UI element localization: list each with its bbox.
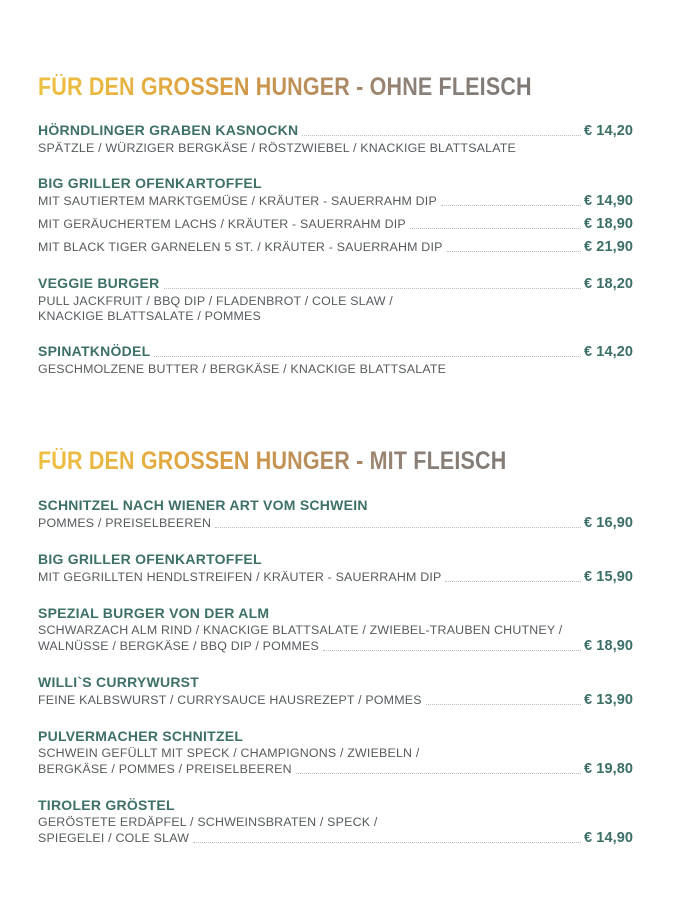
menu-item-desc-row: [38, 638, 650, 654]
section-heading: FÜR DEN GROSSEN HUNGER - OHNE FLEISCH: [38, 74, 564, 100]
dotted-leader: [441, 204, 581, 206]
item-title: WILLI`S CURRYWURST: [38, 673, 200, 690]
menu-item: [38, 343, 650, 376]
dotted-leader: [302, 134, 581, 136]
item-title: PULVERMACHER SCHNITZEL: [38, 727, 244, 744]
item-description: SCHWARZACH ALM RIND / KNACKIGE BLATTSALATE / ZWIEBEL-TRAUBEN CHUTNEY /: [38, 622, 563, 637]
item-title: SPINATKNÖDEL: [38, 343, 151, 360]
item-price: € 13,90: [584, 691, 634, 708]
menu-item-desc-row: [38, 761, 650, 777]
section-heading: FÜR DEN GROSSEN HUNGER - MIT FLEISCH: [38, 448, 564, 474]
item-description: SPÄTZLE / WÜRZIGER BERGKÄSE / RÖSTZWIEBEL / KNACKIGE BLATTSALATE: [38, 141, 516, 156]
item-price: € 14,90: [584, 829, 634, 846]
item-description: GESCHMOLZENE BUTTER / BERGKÄSE / KNACKIGE BLATTSALATE: [38, 362, 447, 377]
item-variant-description: MIT SAUTIERTEM MARKTGEMÜSE / KRÄUTER - SAUERRAHM DIP: [38, 194, 437, 209]
dotted-leader: [154, 355, 581, 357]
item-title: HÖRNDLINGER GRABEN KASNOCKN: [38, 122, 299, 139]
menu-item-variant-row: [38, 239, 650, 255]
menu-item-list: [38, 497, 650, 846]
item-description: SPIEGELEI / COLE SLAW: [38, 830, 190, 845]
dotted-leader: [215, 526, 581, 528]
item-title: VEGGIE BURGER: [38, 275, 160, 292]
menu-item-title-row: [38, 497, 650, 513]
item-price: € 18,90: [584, 216, 634, 233]
menu-item-variant-row: [38, 216, 650, 232]
item-variant-description: MIT GERÄUCHERTEM LACHS / KRÄUTER - SAUERRAHM DIP: [38, 217, 406, 232]
dotted-leader: [445, 580, 581, 582]
item-price: € 14,20: [584, 344, 634, 361]
item-price: € 19,80: [584, 760, 634, 777]
menu-item-title-row: [38, 122, 650, 139]
menu-item: [38, 551, 650, 585]
menu-item: [38, 275, 650, 323]
menu-section-ohne-fleisch: [38, 0, 650, 376]
dotted-leader: [193, 841, 581, 843]
menu-item-title-row: [38, 797, 650, 813]
menu-item-desc-row: [38, 830, 650, 846]
menu-item-title-row: [38, 275, 650, 292]
item-price: € 18,20: [584, 276, 634, 293]
item-price: € 21,90: [584, 239, 634, 256]
menu-item-desc-row: [38, 515, 650, 531]
item-variant-description: MIT BLACK TIGER GARNELEN 5 ST. / KRÄUTER - SAUERRAHM DIP: [38, 240, 443, 255]
item-description: SCHWEIN GEFÜLLT MIT SPECK / CHAMPIGNONS / ZWIEBELN /: [38, 745, 420, 760]
menu-item: [38, 728, 650, 777]
menu-item-desc-row: [38, 141, 650, 155]
item-price: € 15,90: [584, 568, 634, 585]
menu-item: [38, 497, 650, 531]
menu-item-desc-row: [38, 692, 650, 708]
item-price: € 16,90: [584, 514, 634, 531]
menu-item-desc-row: [38, 362, 650, 376]
menu-item: [38, 605, 650, 654]
menu-item-title-row: [38, 551, 650, 567]
dotted-leader: [296, 772, 581, 774]
menu-item-title-row: [38, 175, 650, 191]
menu-item: [38, 674, 650, 708]
item-description: MIT GEGRILLTEN HENDLSTREIFEN / KRÄUTER - SAUERRAHM DIP: [38, 569, 442, 584]
dotted-leader: [164, 287, 582, 289]
menu-item: [38, 175, 650, 255]
item-description: BERGKÄSE / POMMES / PREISELBEEREN: [38, 761, 292, 776]
menu-item-desc-row: [38, 309, 650, 323]
item-title: SPEZIAL BURGER VON DER ALM: [38, 604, 270, 621]
item-title: SCHNITZEL NACH WIENER ART VOM SCHWEIN: [38, 496, 368, 513]
menu-item-desc-row: [38, 815, 650, 829]
item-price: € 14,90: [584, 193, 634, 210]
menu-section-mit-fleisch: [38, 377, 650, 845]
dotted-leader: [426, 703, 581, 705]
menu-item-desc-row: [38, 569, 650, 585]
menu-item-variant-row: [38, 193, 650, 209]
item-description: GERÖSTETE ERDÄPFEL / SCHWEINSBRATEN / SPECK /: [38, 814, 378, 829]
item-description: POMMES / PREISELBEEREN: [38, 515, 212, 530]
menu-item-desc-row: [38, 623, 650, 637]
item-title: BIG GRILLER OFENKARTOFFEL: [38, 175, 262, 192]
menu-item: [38, 797, 650, 846]
dotted-leader: [447, 250, 581, 252]
menu-item-title-row: [38, 674, 650, 690]
item-description: FEINE KALBSWURST / CURRYSAUCE HAUSREZEPT / POMMES: [38, 692, 422, 707]
item-price: € 14,20: [584, 123, 634, 140]
item-description: PULL JACKFRUIT / BBQ DIP / FLADENBROT / COLE SLAW /: [38, 294, 393, 309]
dotted-leader: [410, 227, 581, 229]
menu-item: [38, 122, 650, 155]
item-price: € 18,90: [584, 637, 634, 654]
item-description: WALNÜSSE / BERGKÄSE / BBQ DIP / POMMES: [38, 638, 319, 653]
menu-item-list: [38, 122, 650, 376]
menu-item-title-row: [38, 605, 650, 621]
menu-item-title-row: [38, 343, 650, 360]
item-title: TIROLER GRÖSTEL: [38, 796, 175, 813]
dotted-leader: [323, 649, 581, 651]
menu-item-desc-row: [38, 746, 650, 760]
item-title: BIG GRILLER OFENKARTOFFEL: [38, 550, 262, 567]
item-description: KNACKIGE BLATTSALATE / POMMES: [38, 309, 261, 324]
menu-item-title-row: [38, 728, 650, 744]
menu-item-desc-row: [38, 294, 650, 308]
